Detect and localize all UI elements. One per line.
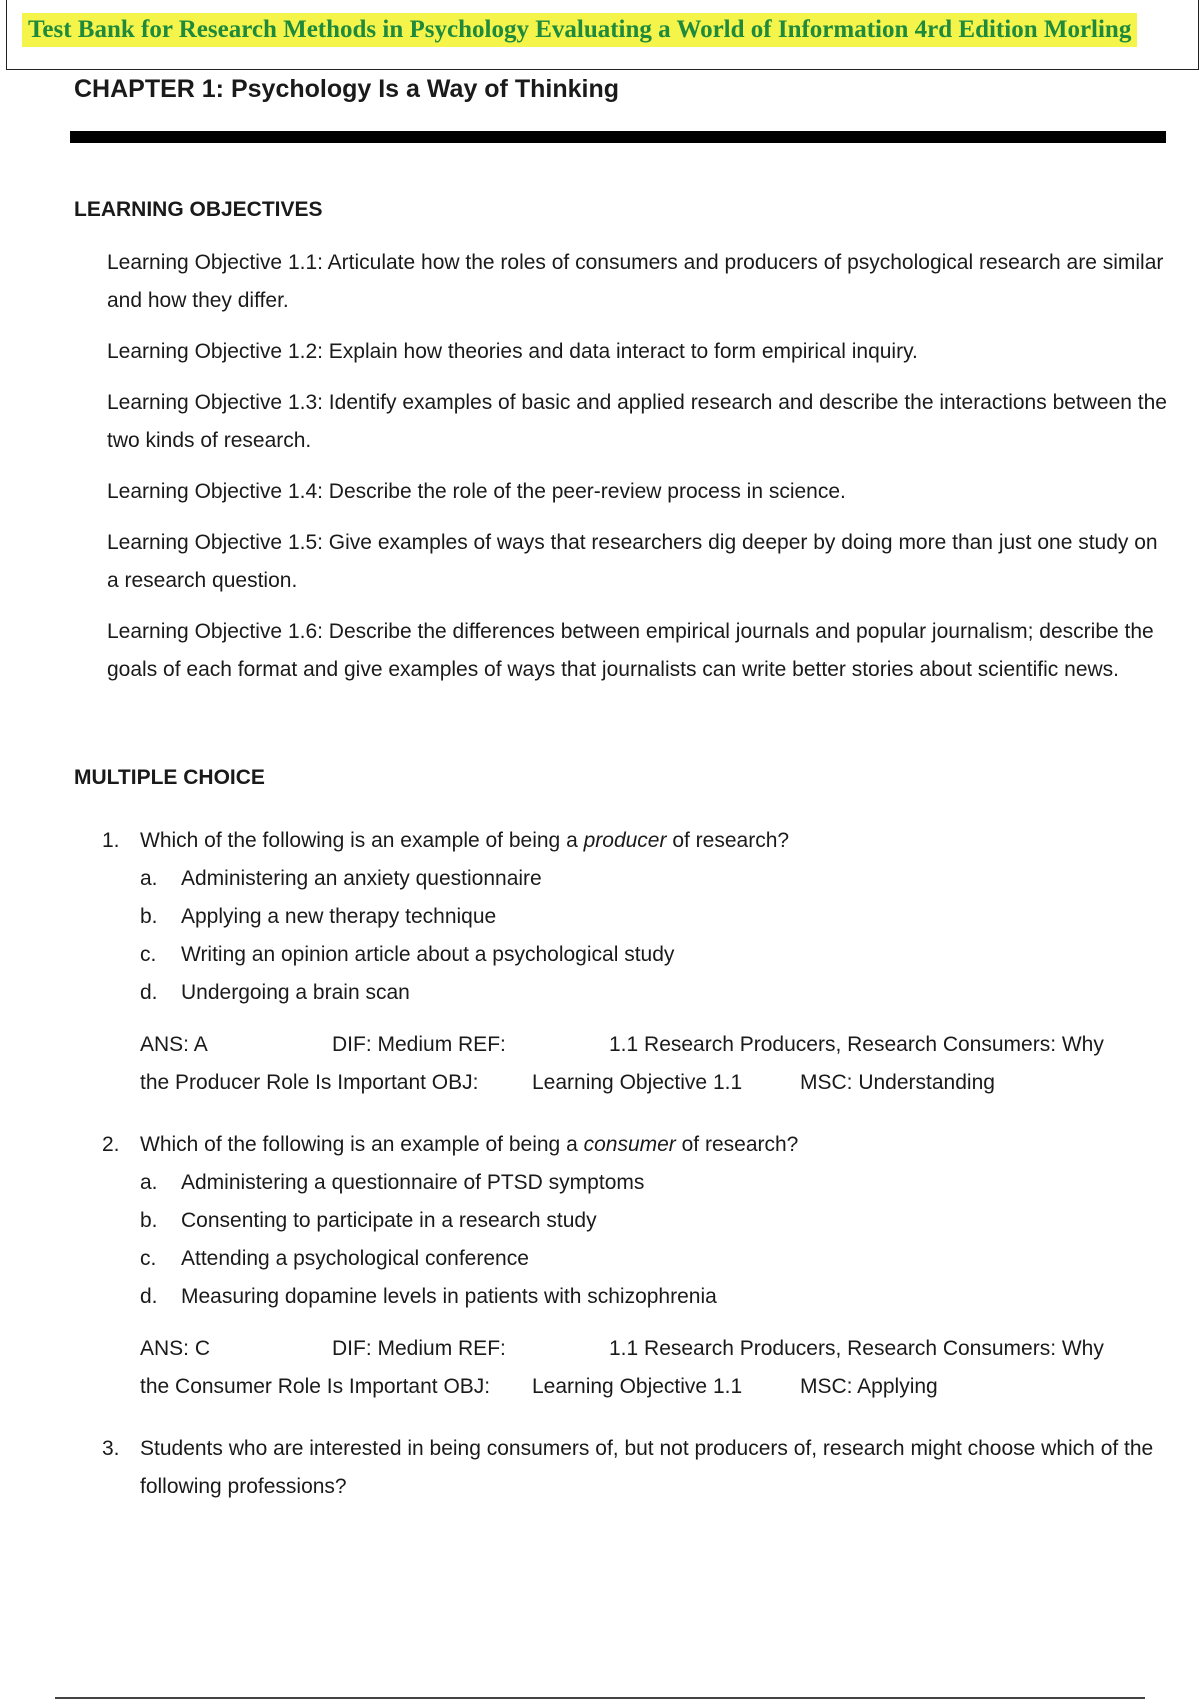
skill-category: MSC: Understanding — [800, 1071, 995, 1094]
option-text: Administering an anxiety questionnaire — [181, 867, 542, 890]
option-text: Consenting to participate in a research study — [181, 1209, 597, 1232]
answer-option — [140, 1202, 1168, 1240]
question-stem — [102, 1430, 1168, 1506]
answer-key: ANS: A — [140, 1033, 208, 1056]
option-text: Undergoing a brain scan — [181, 981, 410, 1004]
learning-objectives-heading: LEARNING OBJECTIVES — [74, 198, 323, 221]
skill-category: MSC: Applying — [800, 1375, 938, 1398]
reference: 1.1 Research Producers, Research Consumers: Why — [609, 1033, 1104, 1056]
stem-text: of research? — [666, 829, 790, 852]
difficulty: DIF: Medium REF: — [332, 1337, 506, 1360]
section-divider — [70, 131, 1166, 143]
answer-option — [140, 936, 1168, 974]
learning-objective: Learning Objective 1.4: Describe the role of the peer-review process in science. — [107, 480, 846, 503]
questions-list — [102, 822, 1168, 1530]
question-number: 2. — [102, 1133, 120, 1156]
stem-text: of research? — [675, 1133, 799, 1156]
option-letter: a. — [140, 1171, 158, 1194]
learning-objective: Learning Objective 1.6: Describe the differences between empirical journals and popular journalism; describe the goals of each format and give examples of ways that journalists can write better stories about scientific news. — [107, 620, 1154, 681]
option-letter: c. — [140, 943, 157, 966]
learning-objective: Learning Objective 1.3: Identify examples of basic and applied research and describe the interactions between the two kinds of research. — [107, 391, 1167, 452]
objective: Learning Objective 1.1 — [532, 1071, 743, 1094]
learning-objective: Learning Objective 1.5: Give examples of ways that researchers dig deeper by doing more than just one study on a research question. — [107, 531, 1158, 592]
answer-metadata — [102, 1026, 1168, 1102]
reference: 1.1 Research Producers, Research Consumers: Why — [609, 1337, 1104, 1360]
difficulty: DIF: Medium REF: — [332, 1033, 506, 1056]
option-text: Attending a psychological conference — [181, 1247, 529, 1270]
option-letter: d. — [140, 1285, 158, 1308]
answer-option — [140, 860, 1168, 898]
chapter-title: CHAPTER 1: Psychology Is a Way of Thinking — [74, 75, 619, 103]
answer-option — [140, 1240, 1168, 1278]
multiple-choice-heading: MULTIPLE CHOICE — [74, 766, 265, 789]
question-number: 3. — [102, 1437, 120, 1460]
footer-divider — [55, 1697, 1145, 1699]
question-1 — [102, 822, 1168, 1102]
question-stem — [102, 1126, 1168, 1164]
stem-text: Which of the following is an example of being a — [140, 829, 584, 852]
option-letter: a. — [140, 867, 158, 890]
answer-option — [140, 898, 1168, 936]
question-text — [140, 822, 1168, 860]
option-letter: c. — [140, 1247, 157, 1270]
learning-objective: Learning Objective 1.2: Explain how theories and data interact to form empirical inquiry. — [107, 340, 918, 363]
answer-metadata — [102, 1330, 1168, 1406]
metadata-line — [140, 1064, 1168, 1102]
reference-continued: the Consumer Role Is Important OBJ: — [140, 1375, 491, 1398]
option-letter: b. — [140, 905, 158, 928]
question-number: 1. — [102, 829, 120, 852]
learning-objectives-list — [107, 244, 1167, 702]
metadata-line — [140, 1368, 1168, 1406]
question-2 — [102, 1126, 1168, 1406]
stem-text: Which of the following is an example of being a — [140, 1133, 584, 1156]
metadata-line — [140, 1330, 1168, 1368]
option-text: Administering a questionnaire of PTSD symptoms — [181, 1171, 645, 1194]
answer-option — [140, 974, 1168, 1012]
answer-options — [102, 860, 1168, 1012]
document-title: Test Bank for Research Methods in Psychology Evaluating a World of Information 4rd Edition Morling — [22, 13, 1137, 47]
question-stem — [102, 822, 1168, 860]
reference-continued: the Producer Role Is Important OBJ: — [140, 1071, 479, 1094]
metadata-line — [140, 1026, 1168, 1064]
stem-emphasis: producer — [583, 829, 667, 852]
answer-options — [102, 1164, 1168, 1316]
answer-option — [140, 1164, 1168, 1202]
answer-key: ANS: C — [140, 1337, 211, 1360]
option-letter: d. — [140, 981, 158, 1004]
option-text: Writing an opinion article about a psychological study — [181, 943, 675, 966]
question-text — [140, 1126, 1168, 1164]
learning-objective: Learning Objective 1.1: Articulate how the roles of consumers and producers of psychological research are similar and how they differ. — [107, 251, 1164, 312]
answer-option — [140, 1278, 1168, 1316]
objective: Learning Objective 1.1 — [532, 1375, 743, 1398]
option-letter: b. — [140, 1209, 158, 1232]
option-text: Applying a new therapy technique — [181, 905, 497, 928]
stem-emphasis: consumer — [583, 1133, 676, 1156]
question-text: Students who are interested in being consumers of, but not producers of, research might choose which of the following professions? — [140, 1437, 1154, 1498]
title-banner — [6, 0, 1199, 70]
question-3 — [102, 1430, 1168, 1506]
option-text: Measuring dopamine levels in patients with schizophrenia — [181, 1285, 717, 1308]
